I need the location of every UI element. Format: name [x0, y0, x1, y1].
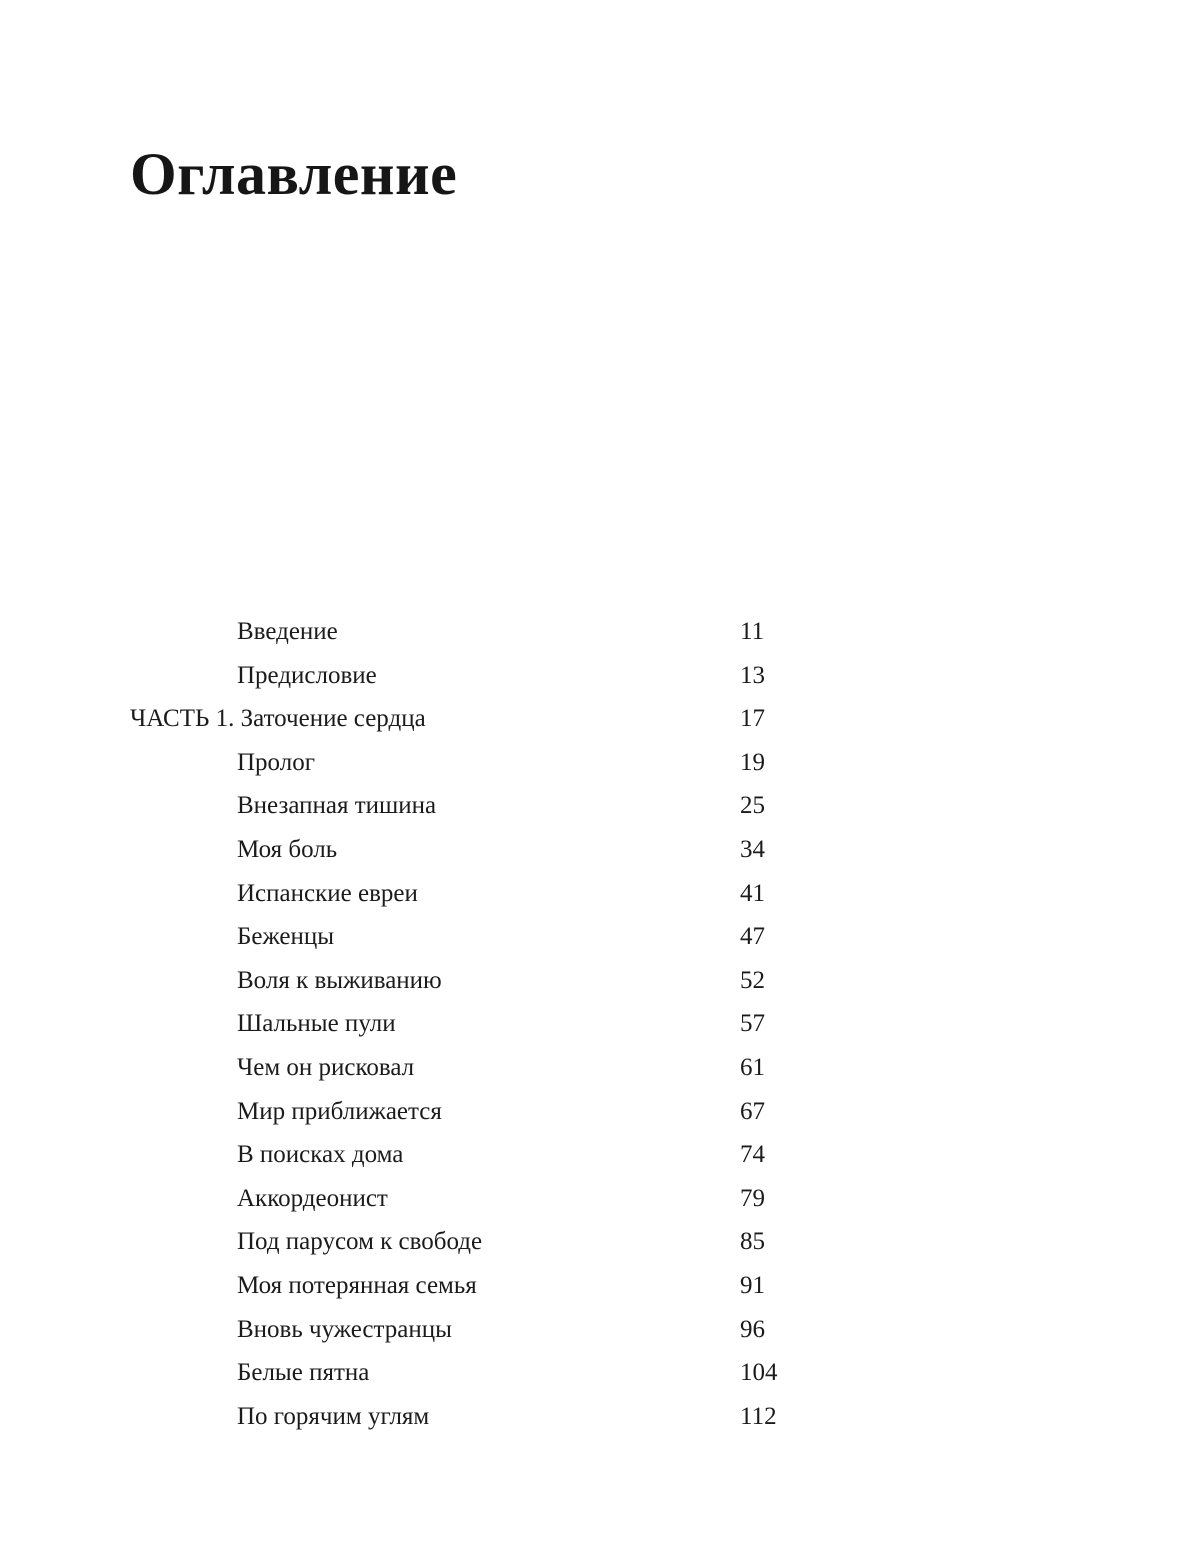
toc-entry-label: Шальные пули — [237, 1010, 396, 1038]
toc-entry-page: 96 — [740, 1315, 765, 1343]
toc-entry-page: 17 — [740, 705, 765, 733]
toc-entry-row — [130, 1046, 830, 1090]
toc-entry-row — [130, 1220, 830, 1264]
toc-entry-label: Моя боль — [237, 835, 338, 863]
toc-entry-row — [130, 784, 830, 828]
toc-entry-row — [130, 1308, 830, 1352]
toc-entry-label: Введение — [237, 618, 338, 645]
page-title: Оглавление — [130, 141, 458, 207]
toc-entry-row — [130, 1002, 830, 1046]
toc-entry-page: 67 — [740, 1097, 765, 1125]
toc-entry-label: В поисках дома — [237, 1141, 404, 1169]
toc-entry-label: Белые пятна — [237, 1359, 370, 1387]
toc-entry-row — [130, 1177, 830, 1221]
toc-entry-row — [130, 1133, 830, 1177]
toc-entry-page: 79 — [740, 1184, 765, 1212]
toc-entry-row — [130, 1395, 830, 1439]
toc-entry-row — [130, 959, 830, 1003]
toc-entry-label: Беженцы — [237, 923, 335, 951]
toc-entry-label: Вновь чужестранцы — [237, 1315, 452, 1343]
toc-entry-page: 74 — [740, 1141, 765, 1169]
toc-entry-label: Предисловие — [237, 661, 377, 689]
toc-entry-page: 47 — [740, 923, 765, 951]
toc-entry-page: 91 — [740, 1271, 765, 1299]
toc-entry-page: 57 — [740, 1010, 765, 1038]
toc-entry-label: Мир приближается — [237, 1097, 442, 1125]
toc-entry-page: 41 — [740, 879, 765, 907]
toc-entry-page: 104 — [740, 1359, 778, 1387]
toc-entry-label: Чем он рисковал — [237, 1053, 415, 1081]
toc-entry-label: Внезапная тишина — [237, 792, 437, 820]
toc-entry-row — [130, 1351, 830, 1395]
toc-entry-label: Моя потерянная семья — [237, 1271, 477, 1299]
toc-entry-page: 85 — [740, 1228, 765, 1256]
toc-entry-row — [130, 1264, 830, 1308]
toc-list — [130, 610, 830, 1438]
toc-entry-row — [130, 697, 830, 741]
toc-entry-label: Испанские евреи — [237, 879, 418, 907]
toc-entry-row — [130, 741, 830, 785]
toc-entry-row — [130, 1090, 830, 1134]
toc-entry-page: 19 — [740, 748, 765, 776]
toc-entry-label: ЧАСТЬ 1. Заточение сердца — [130, 705, 426, 733]
toc-entry-page: 25 — [740, 792, 765, 820]
toc-entry-row — [130, 872, 830, 916]
toc-entry-page: 61 — [740, 1053, 765, 1081]
toc-entry-page: 52 — [740, 966, 765, 994]
toc-entry-page: 112 — [740, 1402, 777, 1430]
toc-entry-page: 34 — [740, 835, 765, 863]
toc-entry-page: 13 — [740, 661, 765, 689]
toc-entry-label: Воля к выживанию — [237, 966, 442, 994]
toc-entry-row — [130, 828, 830, 872]
toc-entry-label: Пролог — [237, 748, 315, 776]
toc-entry-label: Аккордеонист — [237, 1184, 388, 1212]
toc-entry-row — [130, 654, 830, 698]
toc-entry-row — [130, 915, 830, 959]
toc-entry-page: 11 — [740, 618, 765, 645]
toc-entry-label: Под парусом к свободе — [237, 1228, 483, 1256]
toc-entry-label: По горячим углям — [237, 1402, 430, 1430]
toc-entry-row — [130, 610, 830, 654]
